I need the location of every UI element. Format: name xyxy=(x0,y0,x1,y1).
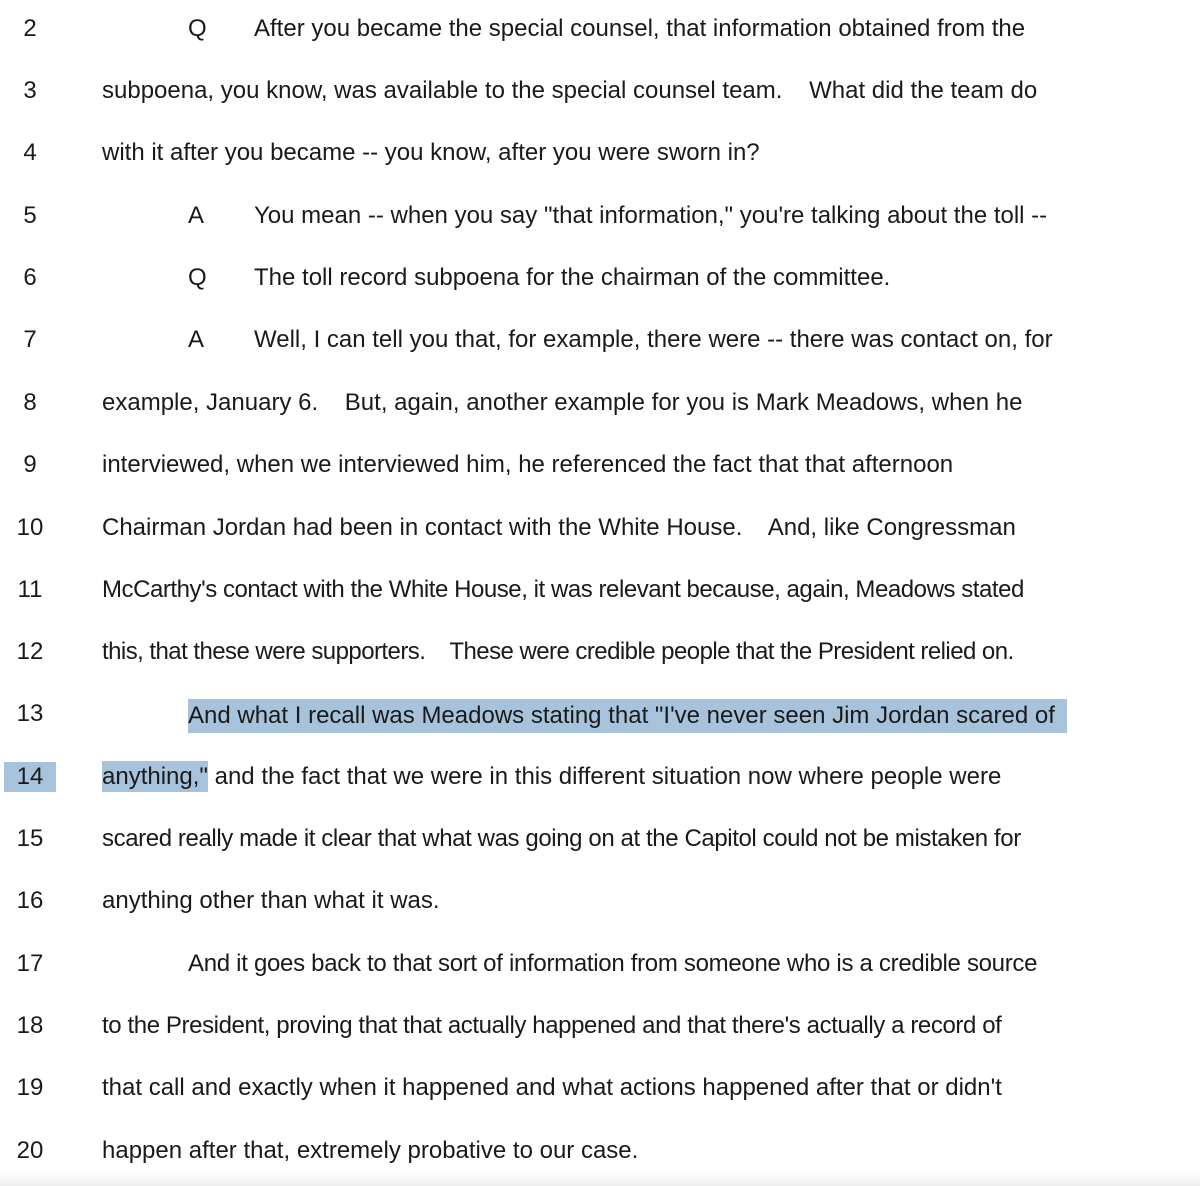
line-number: 10 xyxy=(16,514,44,541)
speaker-label: Q xyxy=(188,264,207,291)
transcript-line xyxy=(0,436,1200,498)
line-number: 15 xyxy=(16,825,44,852)
line-number: 19 xyxy=(16,1074,44,1101)
line-number: 20 xyxy=(16,1137,44,1164)
line-number: 11 xyxy=(17,576,43,603)
line-text: that call and exactly when it happened and what actions happened after that or didn't xyxy=(102,1074,1002,1101)
line-text: The toll record subpoena for the chairman of the committee. xyxy=(254,264,891,291)
transcript-line xyxy=(0,623,1200,685)
line-number: 5 xyxy=(23,202,37,229)
line-text-rest: and the fact that we were in this different situation now where people were xyxy=(207,763,1002,790)
transcript-line xyxy=(0,311,1200,373)
transcript-line xyxy=(0,935,1200,997)
line-text: After you became the special counsel, that information obtained from the xyxy=(254,15,1026,42)
transcript-line xyxy=(0,872,1200,934)
highlighted-quote[interactable]: And what I recall was Meadows stating that "I've never seen Jim Jordan scared of xyxy=(188,699,1067,733)
line-text: McCarthy's contact with the White House, it was relevant because, again, Meadows stated xyxy=(102,576,1024,603)
transcript-line xyxy=(0,1059,1200,1121)
transcript-line xyxy=(0,499,1200,561)
transcript-line xyxy=(0,748,1200,810)
transcript-line xyxy=(0,685,1200,747)
line-text: anything other than what it was. xyxy=(102,887,440,914)
line-number: 4 xyxy=(23,139,37,166)
speaker-label: A xyxy=(188,326,205,353)
line-text: Chairman Jordan had been in contact with the White House. And, like Congressman xyxy=(102,514,1016,541)
line-number: 18 xyxy=(16,1012,44,1039)
transcript-line xyxy=(0,124,1200,186)
page-bottom-edge xyxy=(0,1172,1200,1186)
line-number: 13 xyxy=(16,700,44,727)
transcript-line xyxy=(0,374,1200,436)
line-text: happen after that, extremely probative to our case. xyxy=(102,1137,639,1164)
line-number: 17 xyxy=(16,950,44,977)
line-text: example, January 6. But, again, another example for you is Mark Meadows, when he xyxy=(102,389,1023,416)
transcript-line xyxy=(0,810,1200,872)
line-text: to the President, proving that that actually happened and that there's actually a record of xyxy=(102,1012,1002,1039)
line-text: Well, I can tell you that, for example, there were -- there was contact on, for xyxy=(254,326,1053,353)
line-number: 3 xyxy=(23,77,37,104)
speaker-label: Q xyxy=(188,15,207,42)
transcript-line xyxy=(0,187,1200,249)
line-number: 8 xyxy=(23,389,37,416)
transcript-line xyxy=(0,0,1200,62)
transcript-line xyxy=(0,249,1200,311)
line-number-highlighted: 14 xyxy=(4,762,56,792)
line-text xyxy=(102,762,1001,792)
line-text: with it after you became -- you know, after you were sworn in? xyxy=(102,139,760,166)
line-text: You mean -- when you say "that information," you're talking about the toll -- xyxy=(254,202,1048,229)
line-number: 9 xyxy=(23,451,37,478)
line-text: And it goes back to that sort of information from someone who is a credible source xyxy=(188,950,1038,977)
highlighted-quote-end[interactable]: anything," xyxy=(102,763,208,790)
speaker-label: A xyxy=(188,202,205,229)
line-number: 2 xyxy=(23,15,37,42)
line-text: interviewed, when we interviewed him, he referenced the fact that that afternoon xyxy=(102,451,954,478)
line-number: 16 xyxy=(16,887,44,914)
line-number: 7 xyxy=(23,326,37,353)
transcript-line xyxy=(0,62,1200,124)
transcript-line xyxy=(0,561,1200,623)
line-text: subpoena, you know, was available to the special counsel team. What did the team do xyxy=(102,77,1038,104)
line-number: 6 xyxy=(23,264,37,291)
line-text: scared really made it clear that what was going on at the Capitol could not be mistaken for xyxy=(102,825,1021,852)
transcript-line xyxy=(0,997,1200,1059)
line-number: 12 xyxy=(16,638,44,665)
line-text: this, that these were supporters. These were credible people that the President relied on. xyxy=(102,638,1014,665)
